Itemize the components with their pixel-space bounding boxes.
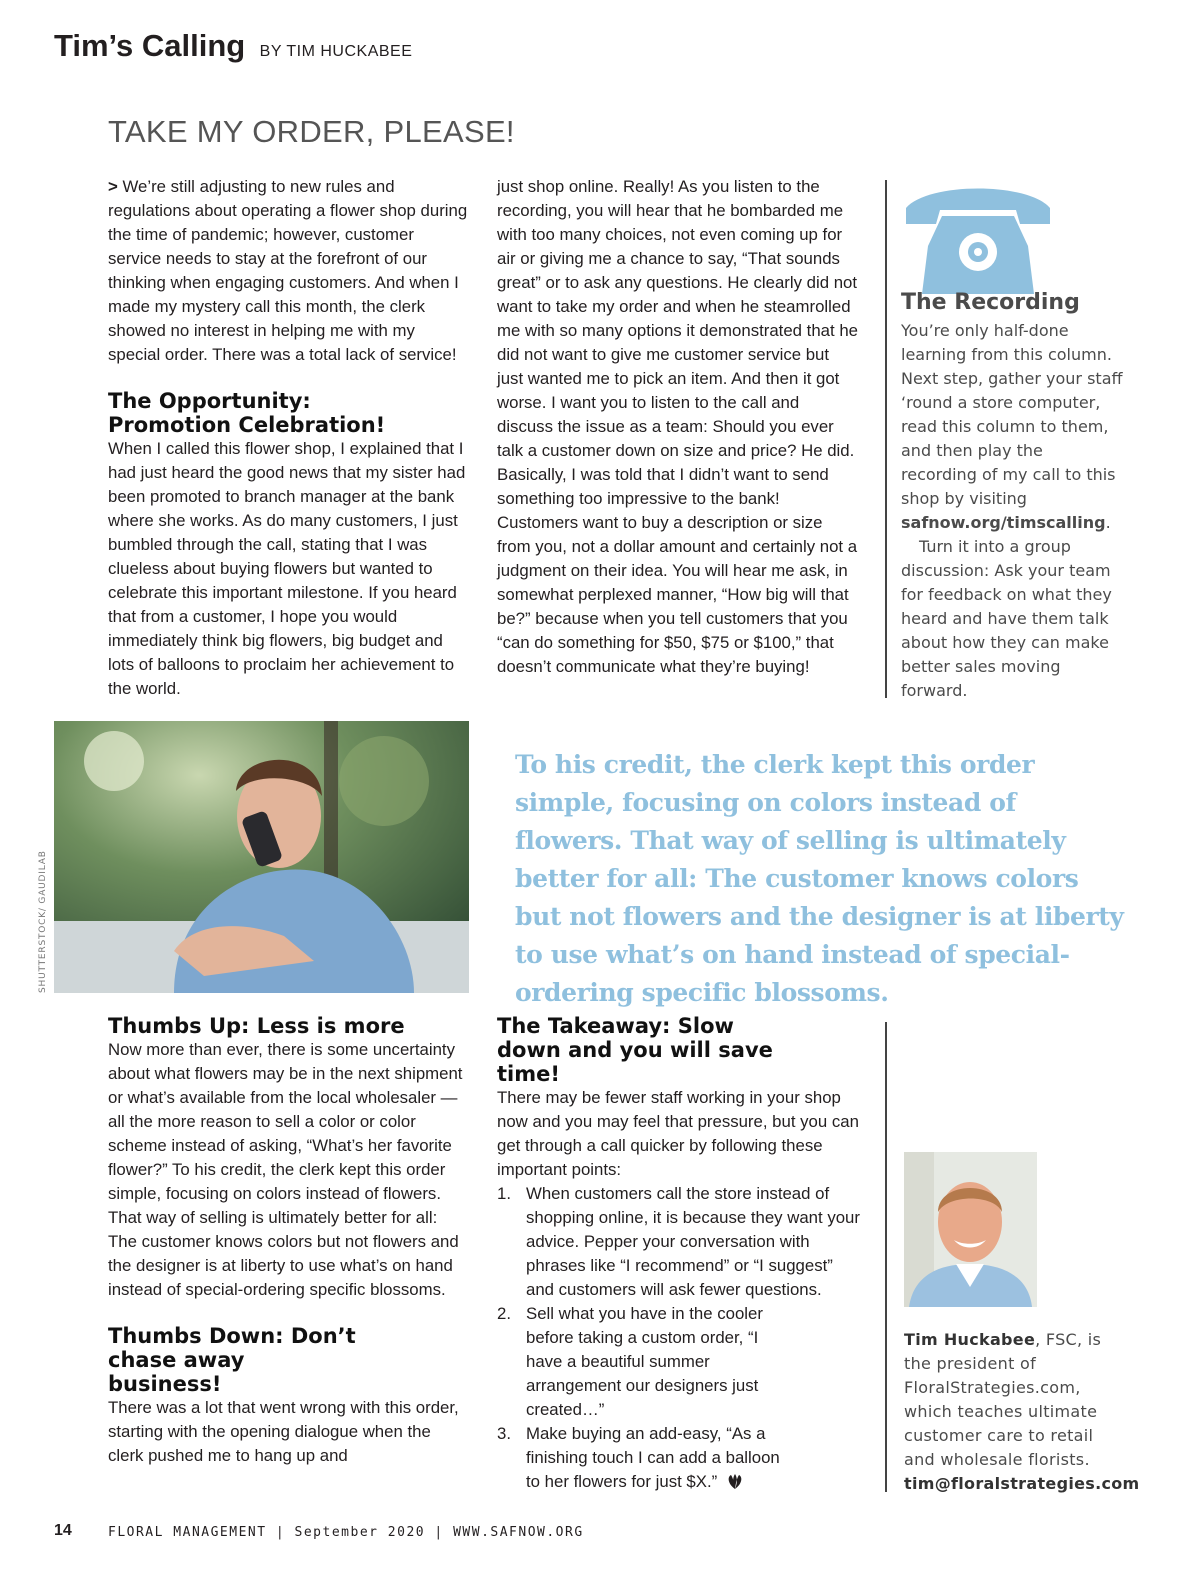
footer-text: FLORAL MANAGEMENT | September 2020 | WWW.SAFNOW.ORG — [108, 1525, 584, 1540]
takeaway-body: There may be fewer staff working in your shop now and you may feel that pressure, but you can get through a call quicker by following these important points: — [497, 1088, 859, 1179]
page-number: 14 — [54, 1522, 72, 1539]
opportunity-heading: The Opportunity: Promotion Celebration! — [108, 389, 386, 437]
sidebar-body — [901, 319, 1123, 703]
sidebar-divider — [885, 180, 887, 698]
thumbs-up-heading: Thumbs Up: Less is more — [108, 1014, 405, 1038]
intro-paragraph: > We’re still adjusting to new rules and regulations about operating a flower shop during the time of pandemic; however, customer service needs to stay at the forefront of our thinking when engaging customers. And when I made my mystery call this month, the clerk showed no interest in helping me with my special order. There was a total lack of service! — [108, 177, 468, 364]
author-email[interactable]: tim@floralstrategies.com — [904, 1474, 1140, 1493]
list-item: 1. When customers call the store instead of shopping online, it is because they want your advice. Pepper your conversation with phrases like “I recommend” or “I suggest” and customers will ask fewer questions. — [497, 1184, 860, 1299]
list-item: 2. Sell what you have in the cooler before taking a custom order, “I have a beautiful summer arrangement our designers just created…” — [497, 1304, 763, 1419]
list-item: 3. Make buying an add-easy, “As a finishing touch I can add a balloon to her flowers for just $X.” — [497, 1422, 861, 1497]
sidebar-link[interactable]: safnow.org/timscalling — [901, 513, 1106, 532]
takeaway-heading: The Takeaway: Slow down and you will save time! — [497, 1014, 773, 1086]
author-name: Tim Huckabee — [904, 1330, 1036, 1349]
opportunity-body: When I called this flower shop, I explained that I had just heard the good news that my sister had been promoted to branch manager at the bank where she works. As do many customers, I just bumbled through the call, stating that I was clueless about buying flowers but wanted to celebrate this important milestone. If you heard that from a customer, I hope you would immediately think big flowers, big budget and lots of balloons to proclaim her achievement to the world. — [108, 439, 466, 698]
sidebar-heading: The Recording — [901, 290, 1080, 315]
photo-credit: SHUTTERSTOCK/ GAUDILAB — [38, 850, 48, 993]
thumbs-down-body: There was a lot that went wrong with this order, starting with the opening dialogue when the clerk pushed me to hang up and — [108, 1398, 459, 1465]
column-title: Tim’s Calling — [54, 28, 246, 63]
sidebar-paragraph-2: Turn it into a group discussion: Ask your team for feedback on what they heard and have them talk about how they can make better sales moving forward. — [901, 537, 1112, 700]
byline: BY TIM HUCKABEE — [259, 43, 413, 60]
sidebar-paragraph-1: You’re only half-done learning from this column. Next step, gather your staff ‘round a store computer, read this column to them, and then play the recording of my call to this shop by visiting safnow.org/timscalling. — [901, 321, 1123, 532]
telephone-icon — [898, 176, 1058, 296]
column-2-bottom — [497, 1014, 861, 1497]
article-photo — [54, 721, 469, 993]
column-2-top: just shop online. Really! As you listen to the recording, you will hear that he bombarded me with too many choices, not even coming up for air or giving me a chance to say, “That sounds great” or to ask any questions. He clearly did not want to take my order and when he steamrolled me with so many options it demonstrated that he did not want to give me customer service but just wanted me to pick an item. And then it got worse. I want you to listen to the call and discuss the issue as a team: Should you ever talk a customer down on size and price? He did. Basically, I was told that I didn’t want to send something too impressive to the bank! Customers want to buy a description or size from you, not a dollar amount and certainly not a judgment on their idea. You will hear me ask, in somewhat perplexed manner, “How big will that be?” because when you tell customers that you “can do something for $50, $75 or $100,” that doesn’t communicate what they’re buying! — [497, 177, 858, 676]
thumbs-down-heading: Thumbs Down: Don’t chase away business! — [108, 1324, 356, 1396]
column-1-bottom — [108, 1014, 470, 1468]
thumbs-up-body: Now more than ever, there is some uncertainty about what flowers may be in the next shipment or what’s available from the local wholesaler — all the more reason to sell a color or color scheme instead of asking, “What’s her favorite flower?” To his credit, the clerk kept this order simple, focusing on colors instead of flowers. That way of selling is ultimately better for all: The customer knows colors but not flowers and the designer is at liberty to use what’s on hand instead of special-ordering specific blossoms. — [108, 1040, 463, 1299]
chevron-right-icon: > — [108, 177, 118, 196]
author-bio: Tim Huckabee, FSC, is the president of FloralStrategies.com, which teaches ultimate customer care to retail and wholesale florists. tim@floralstrategies.com — [904, 1328, 1126, 1496]
column-header — [54, 28, 412, 64]
author-headshot — [904, 1152, 1037, 1307]
pull-quote: To his credit, the clerk kept this order simple, focusing on colors instead of flowers. That way of selling is ultimately better for all: The customer knows colors but not flowers and the designer is at liberty to use what’s on hand instead of special-ordering specific blossoms. — [515, 750, 1124, 1007]
author-divider — [885, 1022, 887, 1492]
takeaway-list — [497, 1182, 861, 1497]
article-title: TAKE MY ORDER, PLEASE! — [108, 114, 515, 149]
column-1-top — [108, 175, 470, 701]
end-mark-icon — [726, 1473, 744, 1497]
